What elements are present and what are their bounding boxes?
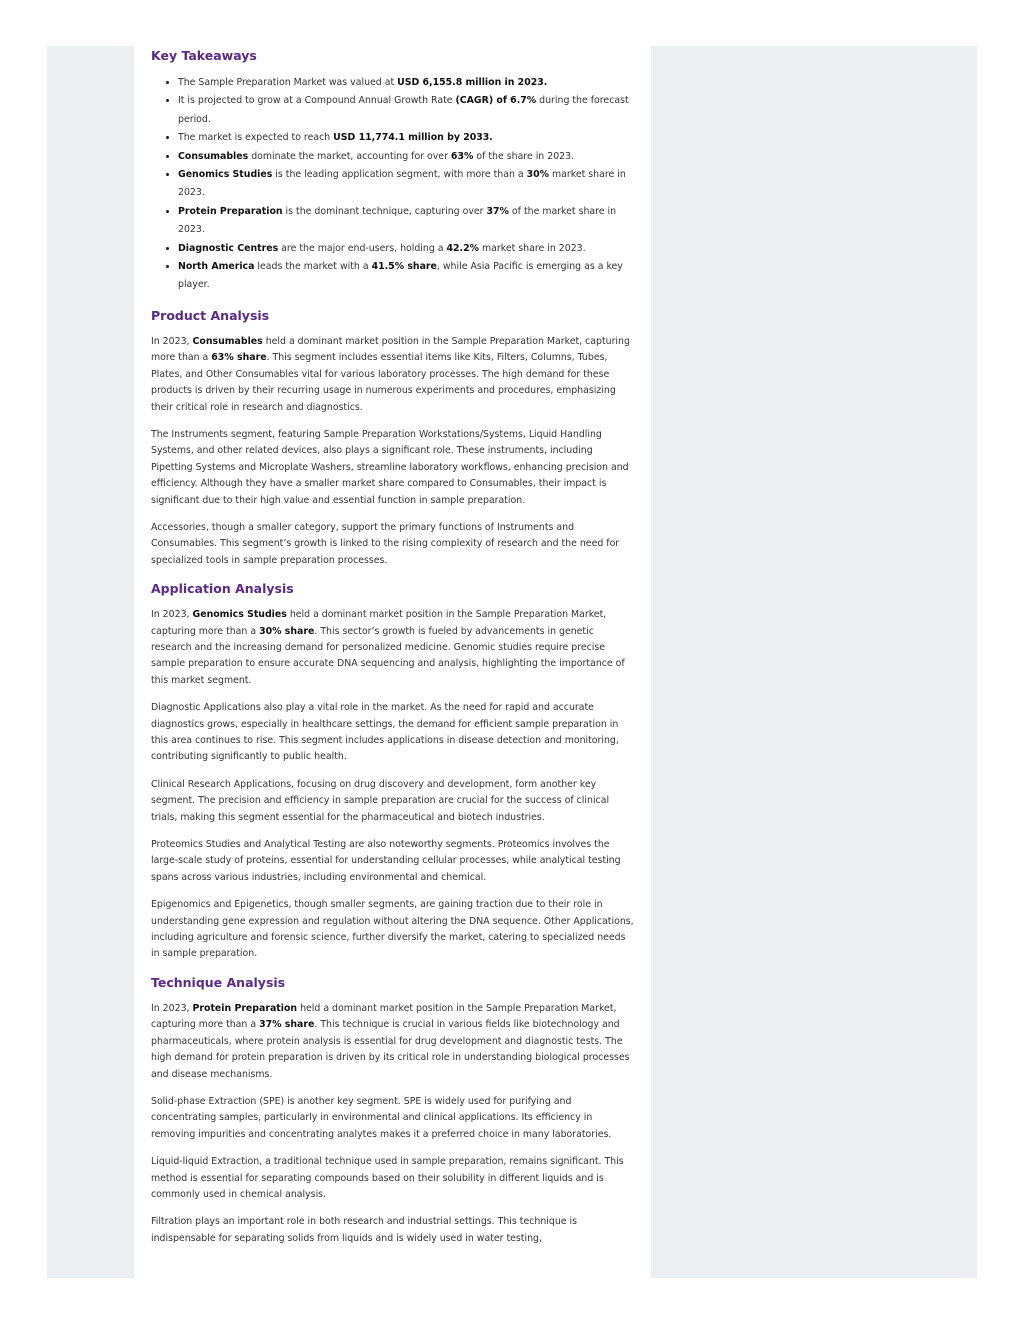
application-paragraph-3: Clinical Research Applications, focusing on drug discovery and development, form another key segment. The precision and efficiency in sample preparation are crucial for the success of clinical trials, making this segment essential for the pharmaceutical and biotech industries. (151, 778, 610, 823)
product-analysis-heading: Product Analysis (151, 307, 270, 323)
application-paragraph-1: In 2023, Genomics Studies held a dominant market position in the Sample Preparation Market, capturing more than a 30% share. This sector’s growth is fueled by advancements in genetic research and the increasing demand for personalized medicine. Genomic studies require precise sample preparation to ensure accurate DNA sequencing and analysis, highlighting the importance of this market segment. (151, 609, 625, 686)
technique-paragraph-4: Filtration plays an important role in both research and industrial settings. This technique is indispensable for separating solids from liquids and is widely used in water testing, (151, 1216, 577, 1244)
list-item: • The market is expected to reach USD 11,774.1 million by 2033. (178, 129, 635, 147)
list-item: • It is projected to grow at a Compound Annual Growth Rate (CAGR) of 6.7% during the forecast period. (178, 92, 635, 129)
technique-analysis-heading: Technique Analysis (151, 974, 286, 990)
application-paragraph-2: Diagnostic Applications also play a vital role in the market. As the need for rapid and accurate diagnostics grows, especially in healthcare settings, the demand for efficient sample preparation in this area continues to rise. This segment includes applications in disease detection and monitoring, contributing significantly to public health. (151, 702, 619, 763)
technique-paragraph-2: Solid-phase Extraction (SPE) is another key segment. SPE is widely used for purifying and concentrating samples, particularly in environmental and clinical applications. Its efficiency in removing impurities and concentrating analytes makes it a preferred choice in many laboratories. (151, 1095, 612, 1140)
application-paragraph-5: Epigenomics and Epigenetics, though smaller segments, are gaining traction due to their role in understanding gene expression and regulation without altering the DNA sequence. Other Applications, including agriculture and forensic science, further diversify the market, catering to specialized needs in sample preparation. (151, 899, 634, 960)
product-paragraph-2: The Instruments segment, featuring Sample Preparation Workstations/Systems, Liquid Handling Systems, and other related devices, also plays a significant role. These instruments, including Pipetting Systems and Microplate Washers, streamline laboratory workflows, enhancing precision and efficiency. Although they have a smaller market share compared to Consumables, their impact is significant due to their high value and essential function in sample preparation. (151, 428, 629, 506)
technique-paragraph-3: Liquid-liquid Extraction, a traditional technique used in sample preparation, remains significant. This method is essential for separating compounds based on their solubility in different liquids and is commonly used in chemical analysis. (151, 1156, 624, 1200)
list-item: • The Sample Preparation Market was valued at USD 6,155.8 million in 2023. (178, 74, 635, 92)
list-item: • Diagnostic Centres are the major end-users, holding a 42.2% market share in 2023. (178, 240, 635, 258)
product-paragraph-1: In 2023, Consumables held a dominant market position in the Sample Preparation Market, capturing more than a 63% share. This segment includes essential items like Kits, Filters, Columns, Tubes, Plates, and Other Consumables vital for various laboratory processes. The high demand for these products is driven by their recurring usage in numerous experiments and procedures, emphasizing their critical role in research and diagnostics. (151, 335, 630, 413)
product-paragraph-3: Accessories, though a smaller category, support the primary functions of Instruments and Consumables. This segment’s growth is linked to the rising complexity of research and the need for specialized tools in sample preparation processes. (151, 521, 620, 566)
application-analysis-heading: Application Analysis (151, 581, 294, 597)
list-item: • Consumables dominate the market, accounting for over 63% of the share in 2023. (178, 148, 635, 166)
list-item: • Genomics Studies is the leading application segment, with more than a 30% market share in 2023. (178, 166, 635, 203)
list-item: • Protein Preparation is the dominant technique, capturing over 37% of the market share in 2023. (178, 203, 635, 240)
key-takeaways-heading: Key Takeaways (151, 48, 257, 63)
key-takeaways-list (151, 74, 635, 295)
application-paragraph-4: Proteomics Studies and Analytical Testing are also noteworthy segments. Proteomics involves the large-scale study of proteins, essential for understanding cellular processes, while analytical testing spans across various industries, including environmental and chemical. (151, 839, 621, 883)
technique-paragraph-1: In 2023, Protein Preparation held a dominant market position in the Sample Preparation Market, capturing more than a 37% share. This technique is crucial in various fields like biotechnology and pharmaceuticals, where protein analysis is essential for drug development and diagnostic tests. The high demand for protein preparation is driven by its critical role in understanding biological processes and disease mechanisms. (151, 1002, 630, 1080)
article-content (134, 46, 651, 1278)
list-item: • North America leads the market with a 41.5% share, while Asia Pacific is emerging as a key player. (178, 258, 635, 295)
